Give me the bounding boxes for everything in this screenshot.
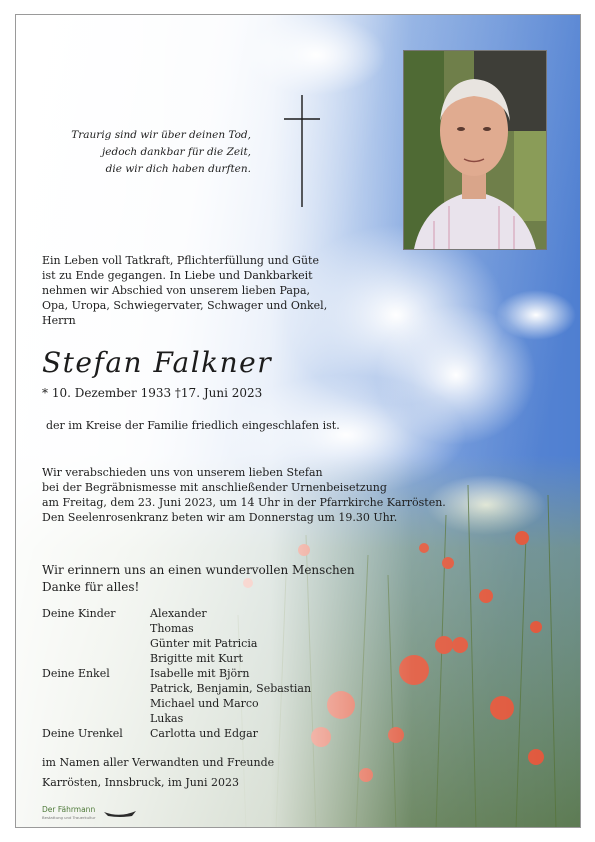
family-group [42, 606, 362, 666]
passing-note: der im Kreise der Familie friedlich eingeschlafen ist. [46, 419, 340, 432]
family-list [42, 606, 362, 741]
life-dates: * 10. Dezember 1933 †17. Juni 2023 [42, 386, 263, 400]
remembrance-line: Wir erinnern uns an einen wundervollen Menschen [42, 563, 355, 577]
family-relation: Deine Kinder [42, 607, 116, 620]
motto-line: jedoch dankbar für die Zeit, [102, 146, 251, 158]
family-names [150, 606, 257, 666]
family-member: Thomas [150, 622, 194, 635]
motto-line: Traurig sind wir über deinen Tod, [71, 129, 251, 141]
deceased-name: Stefan Falkner [42, 346, 273, 379]
place-date-line: Karrösten, Innsbruck, im Juni 2023 [42, 776, 239, 789]
funeral-line: am Freitag, dem 23. Juni 2023, um 14 Uhr in der Pfarrkirche Karrösten. [42, 496, 446, 509]
family-group [42, 666, 362, 726]
family-member: Carlotta und Edgar [150, 727, 258, 740]
family-member: Günter mit Patricia [150, 637, 258, 650]
funeral-line: bei der Begräbnismesse mit anschließender Urnenbeisetzung [42, 481, 387, 494]
family-names [150, 726, 258, 741]
motto-line: die wir dich haben durften. [105, 163, 251, 175]
funeral-details [42, 465, 446, 525]
motto-quote [51, 127, 251, 178]
intro-line: nehmen wir Abschied von unserem lieben Papa, [42, 284, 311, 297]
remembrance-line: Danke für alles! [42, 580, 140, 594]
logo-brand: Der Fährmann [42, 805, 96, 814]
funeral-line: Wir verabschieden uns von unserem lieben Stefan [42, 466, 323, 479]
remembrance-text [42, 562, 355, 596]
family-member: Lukas [150, 712, 184, 725]
intro-line: Herrn [42, 314, 76, 327]
family-relation: Deine Enkel [42, 667, 110, 680]
family-member: Patrick, Benjamin, Sebastian [150, 682, 312, 695]
boat-icon [104, 808, 136, 818]
funeral-home-logo [42, 805, 137, 825]
family-relation: Deine Urenkel [42, 727, 123, 740]
family-member: Michael und Marco [150, 697, 259, 710]
intro-paragraph [42, 253, 327, 328]
portrait-illustration [404, 51, 546, 249]
portrait-photo [403, 50, 547, 250]
intro-line: Ein Leben voll Tatkraft, Pflichterfüllung und Güte [42, 254, 319, 267]
family-member: Brigitte mit Kurt [150, 652, 243, 665]
relatives-line: im Namen aller Verwandten und Freunde [42, 756, 275, 769]
logo-tagline: Bestattung und Trauerkultur [42, 815, 96, 820]
cross-icon [284, 95, 320, 207]
funeral-line: Den Seelenrosenkranz beten wir am Donnerstag um 19.30 Uhr. [42, 511, 398, 524]
intro-line: Opa, Uropa, Schwiegervater, Schwager und Onkel, [42, 299, 328, 312]
intro-line: ist zu Ende gegangen. In Liebe und Dankbarkeit [42, 269, 313, 282]
family-member: Isabelle mit Björn [150, 667, 250, 680]
obituary-card [15, 14, 581, 828]
family-member: Alexander [150, 607, 207, 620]
family-group [42, 726, 362, 741]
family-names [150, 666, 311, 726]
